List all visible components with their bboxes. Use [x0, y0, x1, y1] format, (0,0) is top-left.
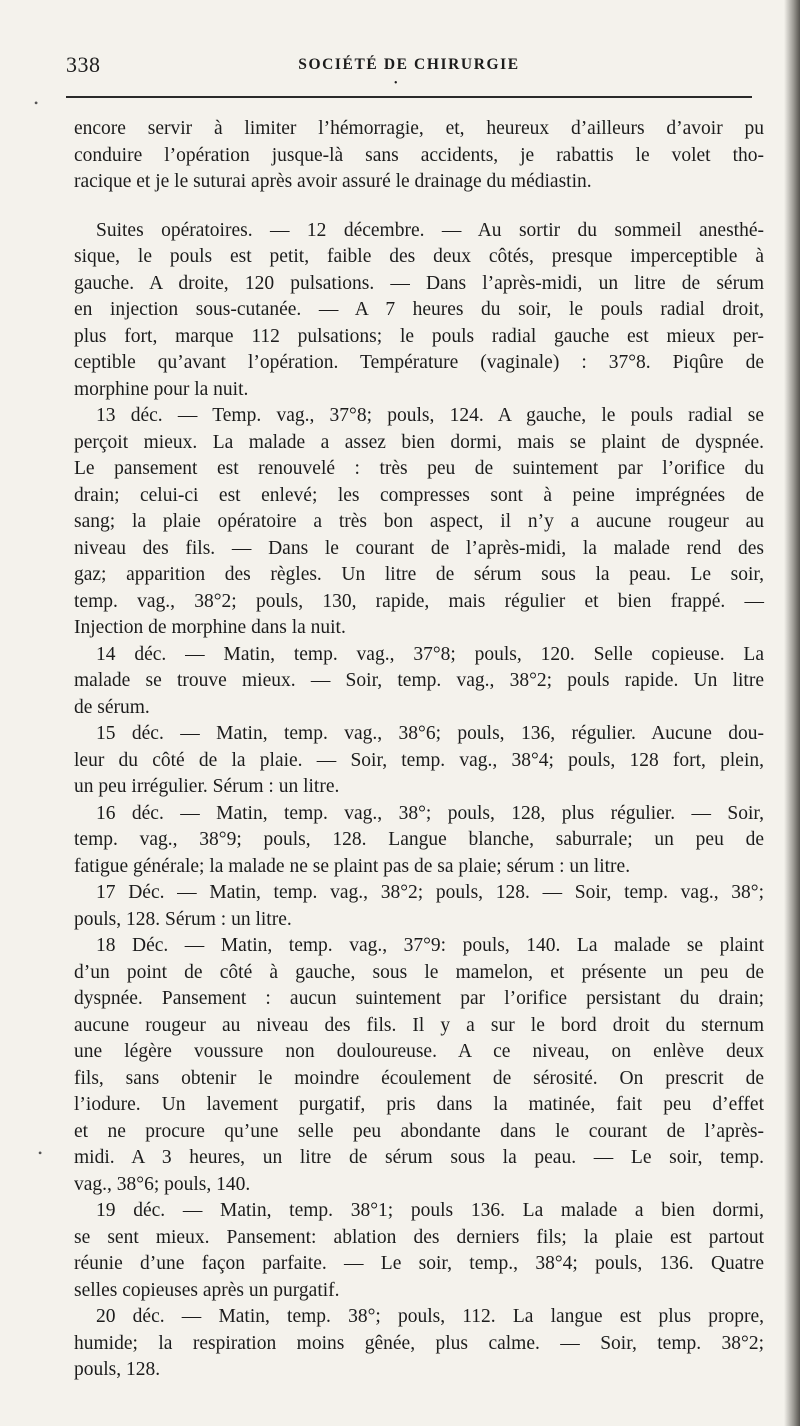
- text-line: sique, le pouls est petit, faible des deux côtés, presque imperceptible à: [74, 246, 764, 267]
- text-line: 16 déc. — Matin, temp. vag., 38°; pouls, 128, plus régulier. — Soir,: [96, 802, 764, 824]
- paragraph: [74, 1304, 764, 1384]
- text-line: niveau des fils. — Dans le courant de l’après-midi, la malade rend des: [74, 537, 764, 559]
- text-line: se sent mieux. Pansement: ablation des derniers fils; la plaie est partout: [74, 1226, 764, 1248]
- text-line: midi. A 3 heures, un litre de sérum sous la peau. — Le soir, temp.: [74, 1147, 764, 1168]
- paragraph: [74, 880, 764, 933]
- text-line: dyspnée. Pansement : aucun suintement par l’orifice persistant du drain;: [74, 988, 764, 1009]
- text-line: 15 déc. — Matin, temp. vag., 38°6; pouls, 136, régulier. Aucune dou-: [96, 723, 764, 744]
- text-line: aucune rougeur au niveau des fils. Il y a sur le bord droit du sternum: [74, 1014, 764, 1036]
- paragraph: [74, 116, 764, 196]
- text-line: ceptible qu’avant l’opération. Température (vaginale) : 37°8. Piqûre de: [74, 352, 764, 373]
- header-rule: [66, 96, 752, 98]
- text-line: drain; celui-ci est enlevé; les compresses sont à peine imprégnées de: [74, 484, 764, 506]
- paragraph: [74, 933, 764, 1198]
- paragraph: [74, 642, 764, 722]
- text-line: Suites opératoires. — 12 décembre. — Au sortir du sommeil anesthé-: [96, 219, 764, 241]
- paragraph: [74, 218, 764, 404]
- text-line: vag., 38°6; pouls, 140.: [74, 1173, 251, 1195]
- text-line: 19 déc. — Matin, temp. 38°1; pouls 136. La malade a bien dormi,: [96, 1200, 764, 1221]
- text-line: sang; la plaie opératoire a très bon aspect, il n’y a aucune rougeur au: [74, 511, 764, 532]
- paragraph: [74, 1198, 764, 1304]
- page-edge-shadow: [784, 0, 800, 1426]
- text-line: racique et je le suturai après avoir assuré le drainage du médiastin.: [74, 171, 592, 192]
- text-line: pouls, 128.: [74, 1359, 161, 1380]
- paragraph: [74, 721, 764, 801]
- paragraph: [74, 801, 764, 881]
- text-line: perçoit mieux. La malade a assez bien dormi, mais se plaint de dyspnée.: [74, 431, 764, 453]
- text-line: et ne procure qu’une selle peu abondante dans le courant de l’après-: [74, 1120, 764, 1142]
- text-line: de sérum.: [74, 696, 150, 718]
- text-line: gaz; apparition des règles. Un litre de sérum sous la peau. Le soir,: [74, 564, 764, 585]
- running-head: SOCIÉTÉ DE CHIRURGIE: [298, 56, 520, 73]
- body-text: [74, 116, 764, 1384]
- text-line: pouls, 128. Sérum : un litre.: [74, 908, 292, 930]
- text-line: malade se trouve mieux. — Soir, temp. vag., 38°2; pouls rapide. Un litre: [74, 670, 764, 691]
- text-line: fatigue générale; la malade ne se plaint pas de sa plaie; sérum : un litre.: [74, 855, 631, 877]
- page-number: 338: [66, 52, 101, 77]
- text-line: un peu irrégulier. Sérum : un litre.: [74, 776, 340, 797]
- text-line: en injection sous-cutanée. — A 7 heures du soir, le pouls radial droit,: [74, 299, 764, 320]
- text-line: fils, sans obtenir le moindre écoulement de sérosité. On prescrit de: [74, 1067, 764, 1089]
- text-line: une légère voussure non douloureuse. A ce niveau, on enlève deux: [74, 1041, 764, 1062]
- margin-mark-middle: •: [38, 1146, 43, 1160]
- text-line: humide; la respiration moins gênée, plus calme. — Soir, temp. 38°2;: [74, 1332, 764, 1354]
- text-line: 18 Déc. — Matin, temp. vag., 37°9: pouls, 140. La malade se plaint: [96, 935, 764, 956]
- page-header: [66, 52, 752, 89]
- text-line: 17 Déc. — Matin, temp. vag., 38°2; pouls, 128. — Soir, temp. vag., 38°;: [96, 882, 764, 903]
- text-line: temp. vag., 38°2; pouls, 130, rapide, mais régulier et bien frappé. —: [74, 590, 764, 612]
- text-line: l’iodure. Un lavement purgatif, pris dans la matinée, fait peu d’effet: [74, 1094, 764, 1115]
- text-line: réunie d’une façon parfaite. — Le soir, temp., 38°4; pouls, 136. Quatre: [74, 1253, 764, 1274]
- header-dot: •: [394, 78, 398, 89]
- text-line: selles copieuses après un purgatif.: [74, 1279, 340, 1301]
- text-line: encore servir à limiter l’hémorragie, et, heureux d’ailleurs d’avoir pu: [74, 118, 764, 139]
- text-line: Injection de morphine dans la nuit.: [74, 617, 346, 638]
- text-line: conduire l’opération jusque-là sans accidents, je rabattis le volet tho-: [74, 144, 764, 166]
- text-line: morphine pour la nuit.: [74, 378, 249, 400]
- paragraph: [74, 403, 764, 642]
- text-line: 14 déc. — Matin, temp. vag., 37°8; pouls, 120. Selle copieuse. La: [96, 643, 764, 665]
- text-line: plus fort, marque 112 pulsations; le pouls radial gauche est mieux per-: [74, 325, 764, 347]
- text-line: 20 déc. — Matin, temp. 38°; pouls, 112. La langue est plus propre,: [96, 1306, 764, 1327]
- text-line: 13 déc. — Temp. vag., 37°8; pouls, 124. A gauche, le pouls radial se: [96, 405, 764, 426]
- text-line: Le pansement est renouvelé : très peu de suintement par l’orifice du: [74, 458, 764, 479]
- text-line: gauche. A droite, 120 pulsations. — Dans l’après-midi, un litre de sérum: [74, 272, 764, 294]
- text-line: leur du côté de la plaie. — Soir, temp. vag., 38°4; pouls, 128 fort, plein,: [74, 749, 764, 771]
- margin-mark-top: •: [34, 96, 39, 110]
- text-line: d’un point de côté à gauche, sous le mamelon, et présente un peu de: [74, 961, 764, 983]
- text-line: temp. vag., 38°9; pouls, 128. Langue blanche, saburrale; un peu de: [74, 829, 764, 850]
